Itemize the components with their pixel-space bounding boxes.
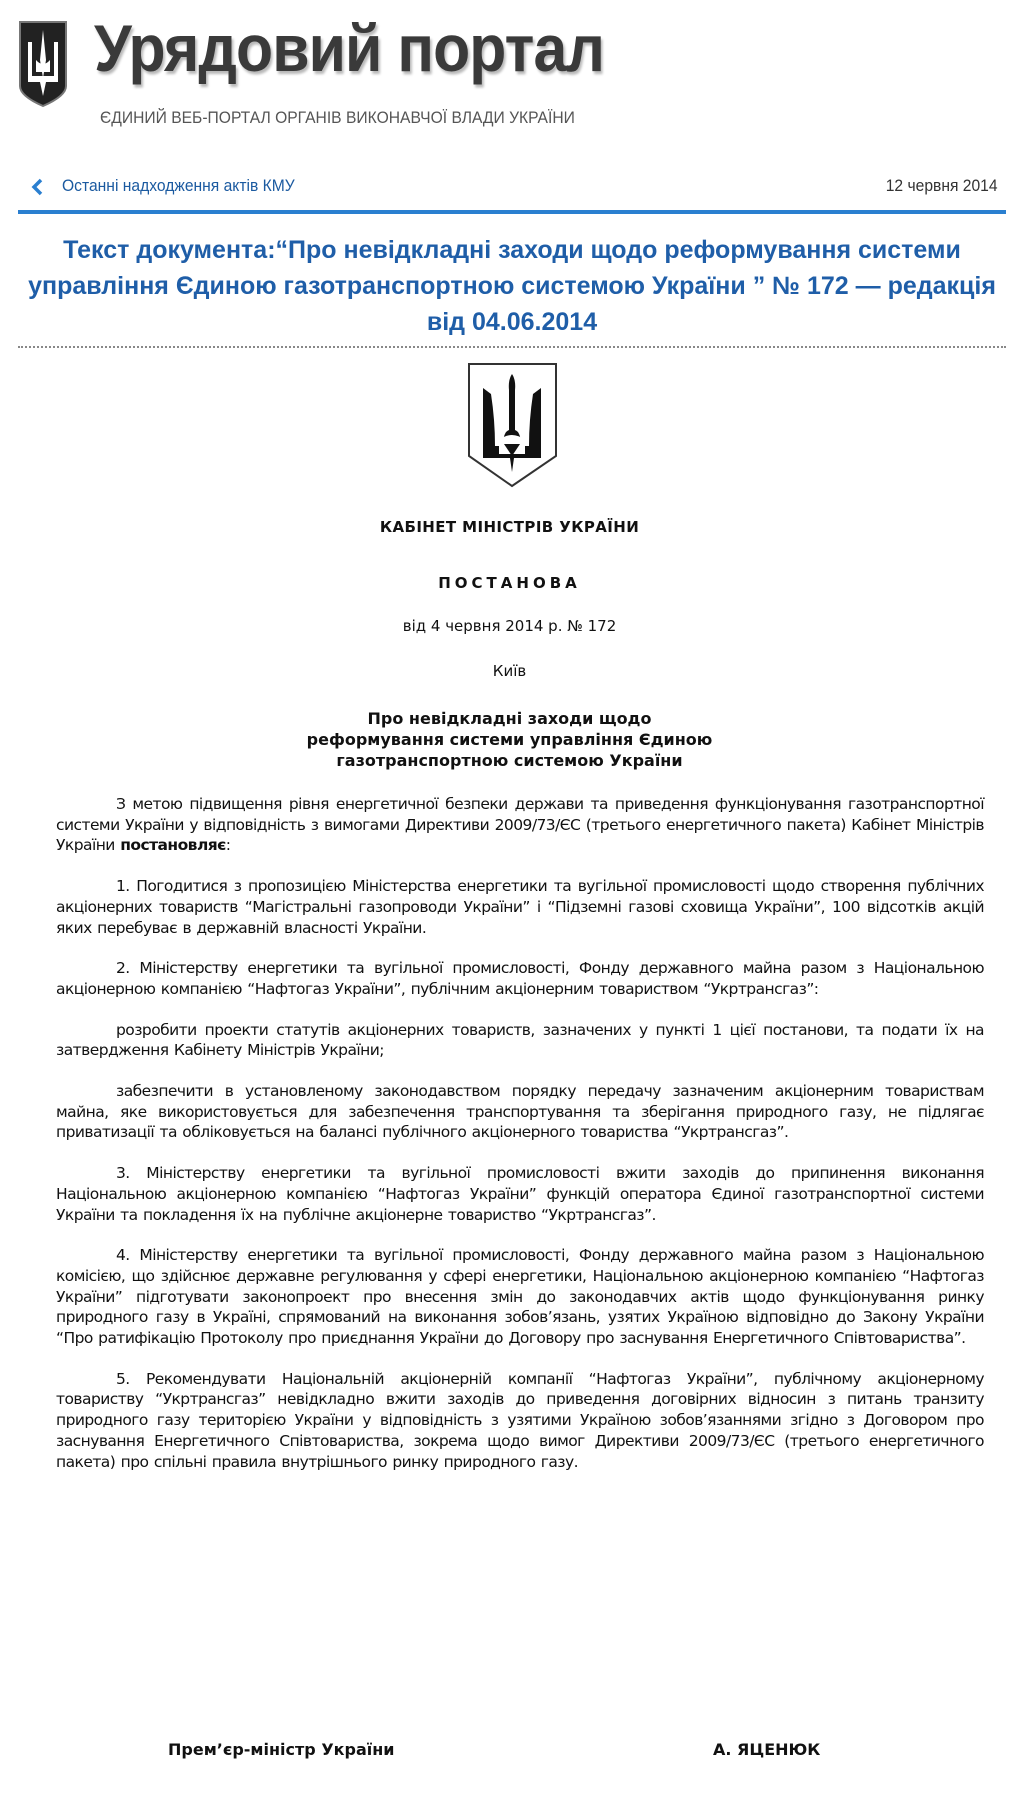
paragraph-2-sub-2: забезпечити в установленому законодавством порядку передачу зазначеним акціонерним товариствам майна, яке використовується для забезпечення транспортування та зберігання природного газу, не підлягає приватизації та обліковується на балансі публічного акціонерного товариства “Укртрансгаз”. bbox=[56, 1082, 984, 1142]
document-body bbox=[56, 794, 984, 1492]
subject-line: Про невідкладні заходи щодо bbox=[367, 709, 652, 728]
subject-line: газотранспортною системою України bbox=[336, 751, 683, 770]
paragraph-4: 4. Міністерству енергетики та вугільної промисловості, Фонду державного майна разом з Національною комісією, що здійснює державне регулювання у сфері енергетики, Національною акціонерною компанією “Нафтогаз України” підготувати законопроект про внесення змін до законодавчих актів щодо функціонування ринку природного газу в Україні, спрямований на виконання зобов’язань, узятих Україною відповідно до Закону України “Про ратифікацію Протоколу про приєднання України до Договору про заснування Енергетичного Співтовариства”. bbox=[56, 1246, 984, 1348]
document-type: ПОСТАНОВА bbox=[438, 574, 581, 592]
site-header bbox=[18, 11, 658, 136]
document-subject bbox=[0, 708, 1019, 771]
breadcrumb-bar bbox=[18, 174, 1006, 214]
paragraph-2: 2. Міністерству енергетики та вугільної промисловості, Фонду державного майна разом з Національною акціонерною компанією “Нафтогаз України”, публічним акціонерним товариством “Укртрансгаз”: bbox=[56, 959, 984, 998]
document-date-number: від 4 червня 2014 р. № 172 bbox=[402, 617, 617, 635]
chevron-left-icon[interactable] bbox=[30, 178, 44, 196]
dotted-divider bbox=[18, 346, 1006, 348]
header-divider bbox=[18, 210, 1006, 214]
paragraph-5: 5. Рекомендувати Національній акціонерній компанії “Нафтогаз України”, публічному акціонерному товариству “Укртрансгаз” невідкладно вжити заходів до приведення договірних відносин з питань транзиту природного газу територією України у відповідність з узятими Україною зобов’язаннями згідно з Договором про заснування Енергетичного Співтовариства, зокрема щодо вимог Директиви 2009/73/ЄС (третього енергетичного пакета) про спільні правила внутрішнього ринку природного газу. bbox=[56, 1369, 984, 1471]
back-to-recent-acts-link[interactable]: Останні надходження актів КМУ bbox=[62, 176, 295, 195]
document-heading: Текст документа:“Про невідкладні заходи щодо реформування системи управління Єдиною газотранспортною системою України ” № 172 — редакція від 04.06.2014 bbox=[28, 236, 996, 336]
issuer-name: КАБІНЕТ МІНІСТРІВ УКРАЇНИ bbox=[379, 518, 640, 536]
paragraph-2-sub-1: розробити проекти статутів акціонерних товариств, зазначених у пункті 1 цієї постанови, та подати їх на затвердження Кабінету Міністрів України; bbox=[56, 1020, 984, 1060]
site-subtitle: ЄДИНИЙ ВЕБ-ПОРТАЛ ОРГАНІВ ВИКОНАВЧОЇ ВЛАДИ УКРАЇНИ bbox=[100, 108, 575, 127]
trident-emblem-icon[interactable] bbox=[18, 20, 68, 108]
subject-line: реформування системи управління Єдиною bbox=[306, 730, 713, 749]
signatory-name: А. ЯЦЕНЮК bbox=[713, 1740, 821, 1759]
publication-date: 12 червня 2014 bbox=[886, 176, 998, 195]
preamble: З метою підвищення рівня енергетичної безпеки держави та приведення функціонування газотранспортної системи України у відповідність з вимогами Директиви 2009/73/ЄС (третього енергетичного пакета) Кабінет Міністрів України постановляє: bbox=[56, 795, 984, 855]
site-title[interactable]: Урядовий портал bbox=[94, 11, 605, 85]
paragraph-3: 3. Міністерству енергетики та вугільної промисловості вжити заходів до припинення виконання Національною акціонерною компанією “Нафтогаз України” функцій оператора Єдиної газотранспортної системи України та покладення їх на публічне акціонерне товариство “Укртрансгаз”. bbox=[56, 1164, 984, 1224]
paragraph-1: 1. Погодитися з пропозицією Міністерства енергетики та вугільної промисловості щодо створення публічних акціонерних товариств “Магістральні газопроводи України” і “Підземні газові сховища України”, 100 відсотків акцій яких перебуває в державній власності України. bbox=[56, 877, 984, 937]
resolves-keyword: постановляє bbox=[120, 836, 226, 855]
signatory-title: Прем’єр-міністр України bbox=[168, 1740, 395, 1759]
document-city: Київ bbox=[492, 662, 527, 680]
coat-of-arms-icon bbox=[465, 360, 560, 490]
